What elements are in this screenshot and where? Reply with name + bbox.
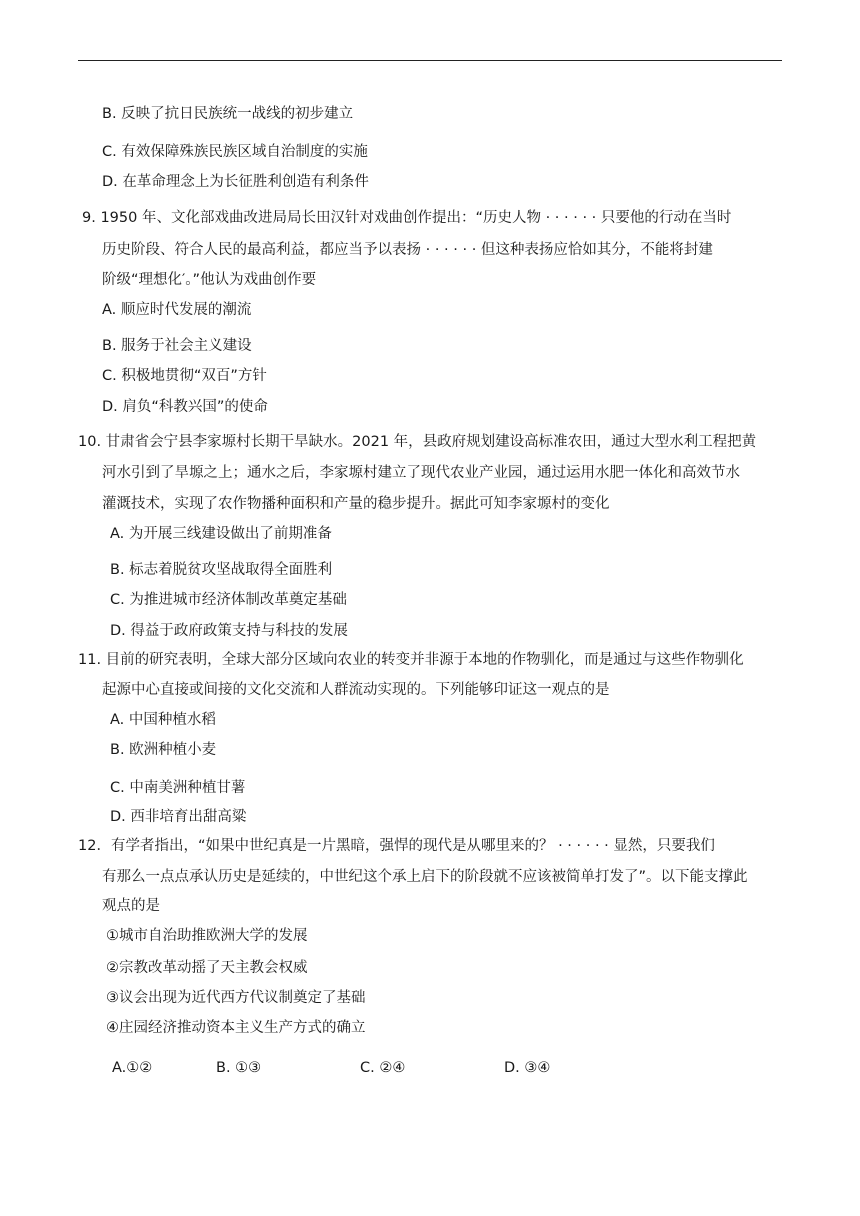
- header-rule: [78, 60, 782, 61]
- q12-item-1: ①城市自治助推欧洲大学的发展: [106, 928, 308, 944]
- q9-stem-line-1: 9. 1950 年、文化部戏曲改进局局长田汉针对戏曲创作提出：“历史人物 · · · · · · 只要他的行动在当时: [82, 210, 732, 226]
- q10-stem-line-1: 10. 甘肃省会宁县李家塬村长期干旱缺水。2021 年，县政府规划建设高标准农田，通过大型水利工程把黄: [78, 434, 757, 450]
- q8-option-d: D. 在革命理念上为长征胜利创造有利条件: [102, 174, 369, 190]
- q11-stem-line-1: 11. 目前的研究表明，全球大部分区域向农业的转变并非源于本地的作物驯化，而是通过与这些作物驯化: [78, 652, 744, 668]
- q12-choice-d: D. ③④: [504, 1060, 551, 1076]
- q11-stem-line-2: 起源中心直接或间接的文化交流和人群流动实现的。下列能够印证这一观点的是: [102, 682, 610, 698]
- q10-option-b: B. 标志着脱贫攻坚战取得全面胜利: [110, 562, 333, 578]
- q12-choice-b: B. ①③: [216, 1060, 262, 1076]
- q9-option-b: B. 服务于社会主义建设: [102, 338, 252, 354]
- q12-stem-line-3: 观点的是: [102, 898, 160, 914]
- q12-stem-line-1: 12．有学者指出，“如果中世纪真是一片黑暗，强悍的现代是从哪里来的？ · · · · · · 显然，只要我们: [78, 838, 715, 854]
- q9-stem-line-3: 阶级“理想化′。”他认为戏曲创作要: [102, 272, 317, 288]
- q12-item-3: ③议会出现为近代西方代议制奠定了基础: [106, 990, 366, 1006]
- q12-stem-line-2: 有那么一点点承认历史是延续的，中世纪这个承上启下的阶段就不应该被简单打发了”。以下能支撑此: [102, 869, 748, 885]
- q10-stem-line-2: 河水引到了旱塬之上；通水之后，李家塬村建立了现代农业产业园，通过运用水肥一体化和高效节水: [102, 465, 740, 481]
- q9-option-c: C. 积极地贯彻“双百”方针: [102, 368, 267, 384]
- q8-option-b: B. 反映了抗日民族统一战线的初步建立: [102, 106, 354, 122]
- q11-option-c: C. 中南美洲种植甘薯: [110, 780, 246, 796]
- q10-option-a: A. 为开展三线建设做出了前期准备: [110, 526, 332, 542]
- q11-option-b: B. 欧洲种植小麦: [110, 742, 217, 758]
- q12-choices: [0, 1058, 860, 1078]
- q10-option-c: C. 为推进城市经济体制改革奠定基础: [110, 592, 347, 608]
- q9-option-a: A. 顺应时代发展的潮流: [102, 302, 252, 318]
- q12-choice-c: C. ②④: [360, 1060, 406, 1076]
- q8-option-c: C. 有效保障殊族民族区域自治制度的实施: [102, 144, 368, 160]
- q10-option-d: D. 得益于政府政策支持与科技的发展: [110, 623, 348, 639]
- q11-option-a: A. 中国种植水稻: [110, 712, 216, 728]
- q9-stem-line-2: 历史阶段、符合人民的最高利益，都应当予以表扬 · · · · · · 但这种表扬应恰如其分，不能将封建: [102, 242, 713, 258]
- q11-option-d: D. 西非培育出甜高粱: [110, 809, 247, 825]
- q12-item-2: ②宗教改革动摇了天主教会权威: [106, 960, 308, 976]
- q12-choice-a: A.①②: [112, 1060, 153, 1076]
- q9-option-d: D. 肩负“科教兴国”的使命: [102, 399, 268, 415]
- q10-stem-line-3: 灌溉技术，实现了农作物播种面积和产量的稳步提升。据此可知李家塬村的变化: [102, 496, 610, 512]
- q12-item-4: ④庄园经济推动资本主义生产方式的确立: [106, 1020, 366, 1036]
